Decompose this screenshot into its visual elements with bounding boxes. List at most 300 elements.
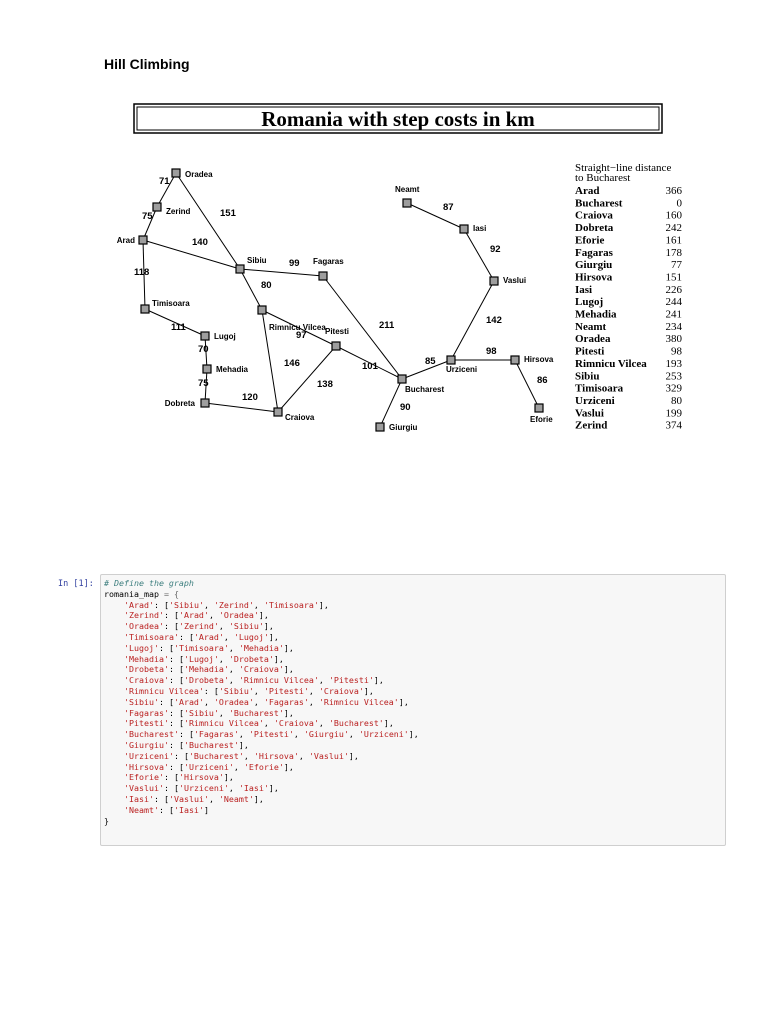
code-entry-key: 'Lugoj' — [123, 642, 159, 653]
city-label-sibiu: Sibiu — [247, 256, 267, 265]
code-comma: , — [243, 739, 249, 750]
code-entry-values — [179, 740, 244, 750]
sld-value-lugoj: 244 — [665, 296, 682, 309]
code-punct: , — [208, 610, 219, 621]
code-entry-line — [124, 621, 274, 631]
code-string: 'Bucharest' — [228, 707, 284, 718]
city-node-hirsova — [511, 356, 519, 364]
city-label-neamt: Neamt — [395, 185, 420, 194]
cell-prompt: In [1]: — [58, 579, 94, 589]
code-entry-line — [124, 740, 249, 750]
map-title: Romania with step costs in km — [261, 107, 535, 131]
code-entry-line — [124, 794, 264, 804]
code-punct: ] — [373, 675, 379, 686]
code-entry-colon: : — [158, 696, 169, 707]
code-entry-key: 'Bucharest' — [123, 729, 179, 740]
code-entry-values — [179, 718, 389, 728]
code-string: 'Urziceni' — [183, 761, 234, 772]
sld-value-oradea: 380 — [665, 333, 682, 346]
sld-city-neamt: Neamt — [575, 320, 607, 333]
code-entry-values — [174, 772, 229, 782]
code-punct: ] — [273, 653, 279, 664]
city-node-eforie — [535, 404, 543, 412]
code-string: 'Fagaras' — [263, 696, 309, 707]
code-var-name: romania_map — [104, 588, 159, 599]
sld-value-timisoara: 329 — [665, 382, 682, 395]
code-comma: , — [273, 783, 279, 794]
code-punct: [ — [173, 783, 179, 794]
code-punct: ] — [318, 599, 324, 610]
sld-city-fagaras: Fagaras — [575, 246, 613, 259]
code-entry-line — [124, 783, 279, 793]
code-punct: [ — [188, 631, 194, 642]
code-comma: , — [288, 761, 294, 772]
code-string: 'Mehadia' — [238, 642, 284, 653]
code-string: 'Pitesti' — [328, 675, 374, 686]
road-vaslui-iasi — [464, 229, 494, 281]
code-entry-colon: : — [163, 610, 174, 621]
road-cost-lugoj-mehadia: 70 — [198, 344, 209, 355]
code-punct: , — [263, 718, 274, 729]
road-cost-fagaras-bucharest: 211 — [379, 320, 395, 331]
city-node-sibiu — [236, 265, 244, 273]
code-punct: ] — [223, 772, 229, 783]
city-label-pitesti: Pitesti — [325, 327, 350, 336]
code-string: 'Drobeta' — [183, 675, 229, 686]
code-punct: , — [233, 761, 244, 772]
code-entry-line — [124, 664, 294, 674]
code-entry-values — [174, 610, 264, 620]
code-entry-values — [169, 697, 404, 707]
code-string: 'Hirsova' — [178, 772, 224, 783]
sld-city-zerind: Zerind — [575, 419, 608, 432]
road-cost-bucharest-giurgiu: 90 — [400, 402, 411, 413]
code-entry-line — [124, 610, 269, 620]
city-node-pitesti — [332, 342, 340, 350]
city-label-urziceni: Urziceni — [446, 365, 478, 374]
code-entry-key: 'Zerind' — [123, 610, 164, 621]
sld-value-urziceni: 80 — [671, 394, 682, 407]
code-punct: , — [253, 599, 264, 610]
code-punct: [ — [178, 675, 184, 686]
city-label-iasi: Iasi — [473, 224, 487, 233]
code-string: 'Oradea' — [218, 610, 259, 621]
sld-city-giurgiu: Giurgiu — [575, 259, 613, 272]
code-punct: ] — [383, 718, 389, 729]
code-comma: , — [378, 675, 384, 686]
code-entry-colon: : — [163, 772, 174, 783]
code-punct: [ — [178, 707, 184, 718]
code-entry-line — [124, 718, 394, 728]
city-label-bucharest: Bucharest — [405, 385, 445, 394]
code-entry-values — [189, 729, 414, 739]
sld-value-pitesti: 98 — [671, 345, 682, 358]
code-string: 'Timisoara' — [263, 599, 319, 610]
sld-city-hirsova: Hirsova — [575, 271, 613, 284]
city-node-bucharest — [398, 375, 406, 383]
code-punct: , — [218, 653, 229, 664]
code-comment: # Define the graph — [104, 578, 194, 588]
city-node-lugoj — [201, 332, 209, 340]
city-label-zerind: Zerind — [166, 207, 191, 216]
sld-city-timisoara: Timisoara — [575, 382, 624, 395]
sld-value-sibiu: 253 — [665, 370, 682, 383]
code-comma: , — [278, 653, 284, 664]
road-cost-timisoara-lugoj: 111 — [171, 322, 186, 333]
sld-city-iasi: Iasi — [575, 283, 593, 296]
code-comma: , — [263, 610, 269, 621]
code-string: 'Bucharest' — [183, 739, 239, 750]
code-string: 'Eforie' — [243, 761, 284, 772]
code-entry-key: 'Craiova' — [123, 675, 169, 686]
code-punct: , — [308, 696, 319, 707]
code-comma: , — [288, 707, 294, 718]
code-punct: [ — [178, 718, 184, 729]
road-cost-oradea-zerind: 71 — [159, 176, 170, 187]
city-node-craiova — [274, 408, 282, 416]
code-comma: , — [368, 685, 374, 696]
road-cost-arad-sibiu: 140 — [192, 237, 208, 248]
code-punct: ] — [283, 707, 289, 718]
city-label-dobreta: Dobreta — [164, 399, 195, 408]
code-punct: , — [228, 675, 239, 686]
code-string: 'Lugoj' — [233, 631, 269, 642]
city-label-hirsova: Hirsova — [524, 355, 554, 364]
code-comma: , — [228, 772, 234, 783]
code-punct: ] — [408, 729, 414, 740]
code-string: 'Iasi' — [238, 783, 269, 794]
sld-city-bucharest: Bucharest — [575, 197, 623, 210]
code-entry-line — [124, 772, 234, 782]
code-entry-key: 'Iasi' — [123, 793, 154, 804]
code-punct: ] — [203, 804, 209, 815]
sld-value-rimnicu-vilcea: 193 — [665, 357, 682, 370]
city-label-lugoj: Lugoj — [214, 332, 236, 341]
code-entry-key: 'Giurgiu' — [123, 739, 169, 750]
road-oradea-sibiu — [176, 173, 240, 269]
code-entry-key: 'Arad' — [123, 599, 154, 610]
code-entry-colon: : — [178, 631, 189, 642]
code-string: 'Sibiu' — [168, 599, 204, 610]
sld-value-craiova: 160 — [665, 209, 682, 222]
code-punct: ] — [258, 610, 264, 621]
code-punct: , — [228, 664, 239, 675]
sld-city-mehadia: Mehadia — [575, 308, 617, 321]
road-cost-sibiu-rimnicu-vilcea: 80 — [261, 280, 272, 291]
road-cost-oradea-sibiu: 151 — [220, 208, 236, 219]
sld-heading-line2: to Bucharest — [575, 172, 631, 184]
road-cost-hirsova-eforie: 86 — [537, 375, 548, 386]
code-entry-line — [124, 729, 419, 739]
sld-city-arad: Arad — [575, 185, 600, 197]
sld-value-hirsova: 151 — [665, 271, 682, 284]
code-punct: , — [298, 750, 309, 761]
sld-city-oradea: Oradea — [575, 333, 611, 346]
road-cost-bucharest-urziceni: 85 — [425, 356, 436, 367]
code-comma: , — [273, 631, 279, 642]
code-entry-colon: : — [168, 707, 179, 718]
code-entry-values — [164, 600, 324, 610]
code-entry-values — [179, 675, 379, 685]
road-cost-rimnicu-vilcea-pitesti: 97 — [296, 330, 307, 341]
code-punct: ] — [238, 739, 244, 750]
code-string: 'Lugoj' — [183, 653, 219, 664]
road-cost-zerind-arad: 75 — [142, 211, 153, 222]
code-punct: [ — [188, 729, 194, 740]
code-entry-values — [169, 805, 209, 815]
code-punct: [ — [163, 599, 169, 610]
code-punct: [ — [168, 642, 174, 653]
code-entry-values — [214, 686, 369, 696]
city-node-neamt — [403, 199, 411, 207]
code-comma: , — [258, 793, 264, 804]
road-sibiu-fagaras — [240, 269, 323, 276]
code-string: 'Craiova' — [273, 718, 319, 729]
code-entry-key: 'Hirsova' — [123, 761, 169, 772]
road-cost-urziceni-hirsova: 98 — [486, 346, 497, 357]
sld-city-craiova: Craiova — [575, 209, 613, 222]
code-punct: , — [238, 729, 249, 740]
code-punct: ] — [398, 696, 404, 707]
code-string: 'Urziceni' — [178, 783, 229, 794]
road-cost-craiova-pitesti: 138 — [317, 379, 333, 390]
code-entry-line — [124, 675, 384, 685]
code-entry-values — [179, 664, 289, 674]
code-string: 'Pitesti' — [248, 729, 294, 740]
city-node-oradea — [172, 169, 180, 177]
sld-city-eforie: Eforie — [575, 234, 605, 247]
city-label-fagaras: Fagaras — [313, 257, 344, 266]
code-entry-colon: : — [153, 599, 164, 610]
code-punct: ] — [363, 685, 369, 696]
code-entry-colon: : — [163, 621, 174, 632]
code-string: 'Vaslui' — [168, 793, 209, 804]
code-entry-key: 'Oradea' — [123, 621, 164, 632]
code-entry-colon: : — [163, 783, 174, 794]
city-node-dobreta — [201, 399, 209, 407]
code-comma: , — [413, 729, 419, 740]
code-punct: , — [293, 729, 304, 740]
city-node-arad — [139, 236, 147, 244]
code-punct: [ — [173, 621, 179, 632]
road-cost-arad-timisoara: 118 — [134, 267, 150, 278]
code-punct: , — [218, 621, 229, 632]
sld-city-vaslui: Vaslui — [575, 407, 604, 420]
code-entry-line — [124, 805, 209, 815]
code-entry-line — [124, 643, 294, 653]
code-string: 'Arad' — [193, 631, 224, 642]
sld-value-dobreta: 242 — [665, 222, 682, 235]
code-string: 'Fagaras' — [193, 729, 239, 740]
code-entry-line — [124, 600, 329, 610]
sld-value-iasi: 226 — [665, 283, 682, 296]
sld-value-giurgiu: 77 — [671, 259, 682, 272]
cities-layer — [117, 169, 554, 432]
code-string: 'Zerind' — [178, 621, 219, 632]
sld-value-fagaras: 178 — [665, 246, 682, 259]
sld-city-lugoj: Lugoj — [575, 296, 604, 309]
code-entry-colon: : — [158, 804, 169, 815]
code-comma: , — [388, 718, 394, 729]
code-string: 'Neamt' — [218, 793, 254, 804]
road-cost-pitesti-bucharest: 101 — [362, 361, 378, 372]
code-punct: [ — [173, 610, 179, 621]
sld-heading-line1: Straight−line distance — [575, 162, 672, 174]
code-editor[interactable] — [100, 574, 726, 846]
code-string: 'Iasi' — [173, 804, 204, 815]
city-node-giurgiu — [376, 423, 384, 431]
city-label-giurgiu: Giurgiu — [389, 423, 418, 432]
code-punct: [ — [173, 772, 179, 783]
code-string: 'Bucharest' — [188, 750, 244, 761]
code-string: 'Rimnicu Vilcea' — [183, 718, 264, 729]
road-cost-dobreta-craiova: 120 — [242, 392, 258, 403]
code-entry-values — [169, 643, 289, 653]
code-string: 'Giurgiu' — [303, 729, 349, 740]
code-entry-colon: : — [173, 750, 184, 761]
code-string: 'Drobeta' — [228, 653, 274, 664]
code-entry-colon: : — [168, 675, 179, 686]
code-dict-close: } — [104, 815, 109, 826]
road-cost-iasi-neamt: 87 — [443, 202, 454, 213]
city-node-rimnicu-vilcea — [258, 306, 266, 314]
code-string: 'Craiova' — [238, 664, 284, 675]
road-dobreta-craiova — [205, 403, 278, 412]
road-iasi-neamt — [407, 203, 464, 229]
code-comma: , — [353, 750, 359, 761]
code-dict-open: = { — [158, 588, 179, 599]
code-punct: , — [318, 718, 329, 729]
code-string: 'Zerind' — [213, 599, 254, 610]
code-string: 'Urziceni' — [358, 729, 409, 740]
road-cost-labels — [134, 176, 548, 413]
code-punct: , — [203, 599, 214, 610]
code-punct: , — [348, 729, 359, 740]
code-entry-values — [179, 708, 289, 718]
romania-map — [0, 0, 768, 450]
city-label-rimnicu-vilcea: Rimnicu Vilcea — [269, 323, 326, 332]
code-string: 'Arad' — [173, 696, 204, 707]
code-punct: , — [223, 631, 234, 642]
code-entry-values — [174, 621, 269, 631]
road-cost-rimnicu-vilcea-craiova: 146 — [284, 358, 300, 369]
sld-city-pitesti: Pitesti — [575, 345, 605, 358]
road-cost-urziceni-vaslui: 142 — [486, 315, 502, 326]
road-sibiu-rimnicu-vilcea — [240, 269, 262, 310]
code-entry-line — [124, 708, 294, 718]
city-label-craiova: Craiova — [285, 413, 315, 422]
code-punct: ] — [268, 783, 274, 794]
code-punct: ] — [348, 750, 354, 761]
code-entry-colon: : — [203, 685, 214, 696]
notebook-code-cell[interactable] — [58, 574, 728, 848]
code-entry-colon: : — [168, 664, 179, 675]
code-entry-line — [124, 751, 359, 761]
code-string: 'Sibiu' — [228, 621, 264, 632]
code-punct: , — [218, 707, 229, 718]
code-entry-line — [124, 632, 279, 642]
code-string: 'Hirsova' — [253, 750, 299, 761]
code-punct: ] — [283, 761, 289, 772]
code-entry-key: 'Sibiu' — [123, 696, 159, 707]
code-entry-line — [124, 686, 374, 696]
code-entry-colon: : — [178, 729, 189, 740]
sld-value-zerind: 374 — [665, 419, 682, 432]
code-string: 'Timisoara' — [173, 642, 229, 653]
sld-value-eforie: 161 — [665, 234, 682, 247]
code-punct: [ — [178, 664, 184, 675]
code-punct: [ — [183, 750, 189, 761]
code-punct: , — [243, 750, 254, 761]
code-punct: ] — [268, 631, 274, 642]
code-string: 'Craiova' — [318, 685, 364, 696]
city-label-vaslui: Vaslui — [503, 276, 527, 285]
code-entry-line — [124, 697, 409, 707]
code-entry-key: 'Mehadia' — [123, 653, 169, 664]
code-entry-values — [184, 751, 354, 761]
sld-value-mehadia: 241 — [665, 308, 682, 321]
code-punct: , — [203, 696, 214, 707]
map-title-frame — [134, 104, 662, 133]
code-punct: , — [228, 783, 239, 794]
code-punct: ] — [263, 621, 269, 632]
code-entry-key: 'Neamt' — [123, 804, 159, 815]
code-punct: [ — [178, 761, 184, 772]
road-cost-mehadia-dobreta: 75 — [198, 378, 209, 389]
code-entry-key: 'Pitesti' — [123, 718, 169, 729]
code-punct: [ — [168, 696, 174, 707]
city-label-oradea: Oradea — [185, 170, 213, 179]
road-cost-vaslui-iasi: 92 — [490, 244, 501, 255]
city-label-arad: Arad — [116, 236, 135, 245]
code-comma: , — [288, 664, 294, 675]
code-entry-values — [164, 794, 259, 804]
code-punct: , — [208, 793, 219, 804]
code-entry-values — [179, 762, 289, 772]
city-label-eforie: Eforie — [530, 415, 553, 424]
code-punct: [ — [213, 685, 219, 696]
city-node-iasi — [460, 225, 468, 233]
code-entry-colon: : — [168, 653, 179, 664]
code-entry-key: 'Drobeta' — [123, 664, 169, 675]
code-punct: , — [228, 642, 239, 653]
code-punct: , — [253, 696, 264, 707]
code-entry-values — [179, 654, 279, 664]
city-node-mehadia — [203, 365, 211, 373]
code-entry-values — [189, 632, 274, 642]
code-entry-line — [124, 762, 294, 772]
code-punct: ] — [283, 642, 289, 653]
code-comma: , — [288, 642, 294, 653]
sld-value-arad: 366 — [665, 185, 682, 197]
code-entry-values — [174, 783, 274, 793]
code-string: 'Oradea' — [213, 696, 254, 707]
sld-value-bucharest: 0 — [676, 197, 682, 210]
city-node-fagaras — [319, 272, 327, 280]
code-punct: [ — [168, 804, 174, 815]
sld-city-urziceni: Urziceni — [575, 394, 615, 407]
code-string: 'Bucharest' — [328, 718, 384, 729]
code-entry-key: 'Eforie' — [123, 772, 164, 783]
straight-line-distance-table — [575, 162, 683, 432]
code-entry-colon: : — [168, 739, 179, 750]
code-entry-colon: : — [158, 642, 169, 653]
city-node-vaslui — [490, 277, 498, 285]
code-entry-key: 'Vaslui' — [123, 783, 164, 794]
road-hirsova-eforie — [515, 360, 539, 408]
road-cost-sibiu-fagaras: 99 — [289, 258, 300, 269]
city-node-timisoara — [141, 305, 149, 313]
